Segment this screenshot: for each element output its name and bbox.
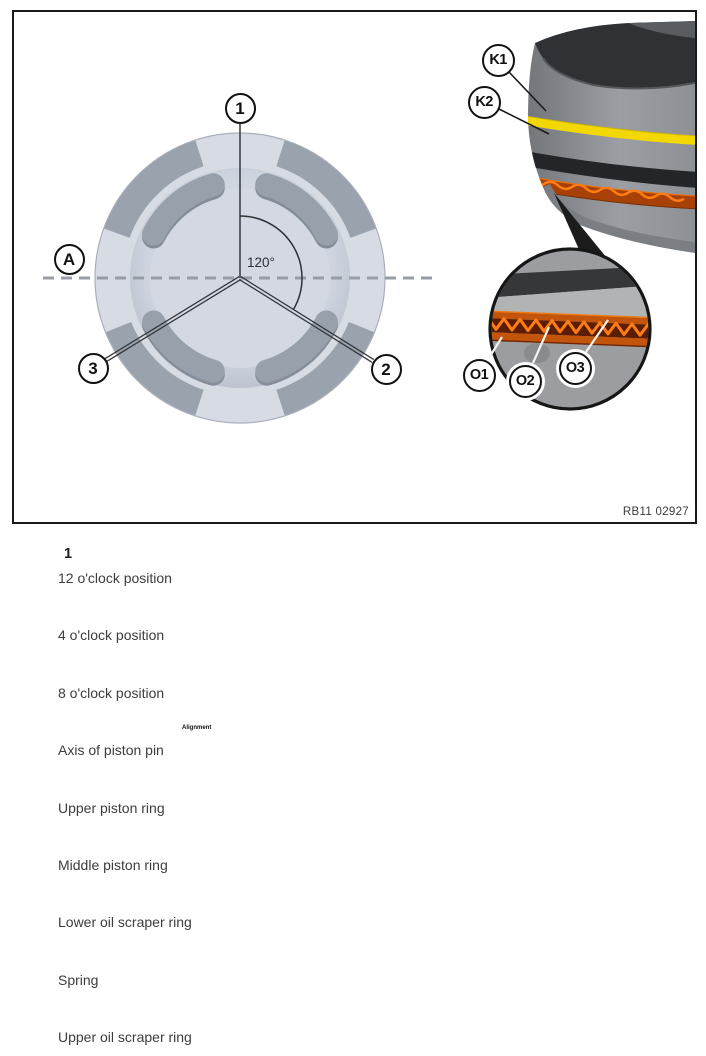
legend-item: 8 o'clock position [58, 685, 165, 701]
figure-artwork [14, 12, 695, 522]
legend-item: Upper piston ring [58, 800, 165, 816]
callout-1: 1 [225, 93, 256, 124]
callout-o2: O2 [509, 365, 542, 398]
callout-o1: O1 [463, 359, 496, 392]
figure-frame [12, 10, 697, 524]
legend-item: Axis of piston pin [58, 742, 164, 758]
legend-item: Spring [58, 972, 99, 988]
callout-k1: K1 [482, 44, 515, 77]
callout-3: 3 [78, 353, 109, 384]
callout-2: 2 [371, 354, 402, 385]
callout-a: A [54, 244, 85, 275]
legend-item: Upper oil scraper ring [58, 1029, 192, 1045]
callout-o3: O3 [559, 352, 592, 385]
alignment-note: Alignment [182, 725, 212, 731]
legend-item: 12 o'clock position [58, 570, 172, 586]
angle-label: 120° [247, 255, 275, 270]
legend-item: 4 o'clock position [58, 627, 165, 643]
legend-index: 1 [64, 546, 73, 562]
piston-3d-view [519, 21, 695, 253]
figure-ref-code: RB11 02927 [622, 506, 689, 518]
legend-item: Lower oil scraper ring [58, 914, 192, 930]
callout-k2: K2 [468, 86, 501, 119]
legend-item: Middle piston ring [58, 857, 168, 873]
